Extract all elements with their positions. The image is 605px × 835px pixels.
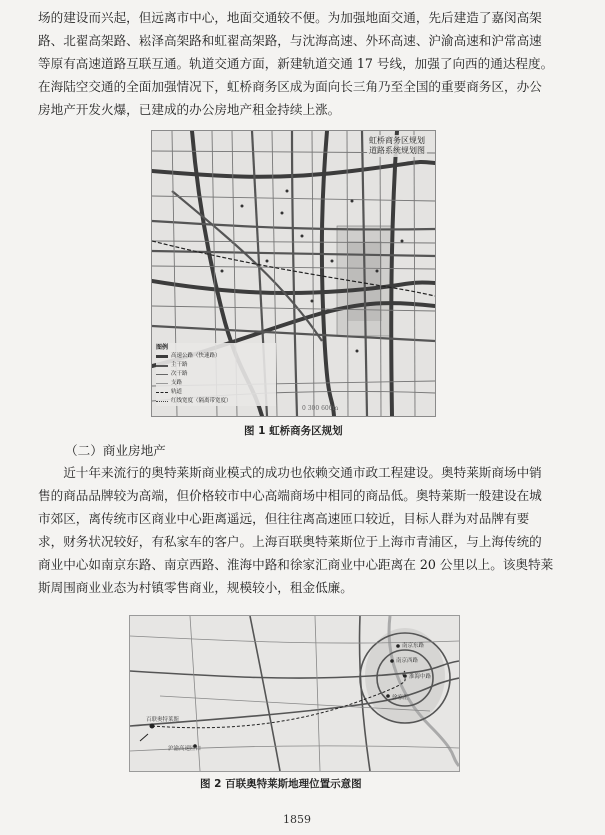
legend-swatch [156,392,168,393]
figure-hongqiao-map [151,130,436,417]
legend-label: 轨道 [171,389,183,395]
section-heading: （二）商业房地产 [65,443,166,458]
city-label-2: 南京西路 [396,658,419,664]
legend-label: 红线宽度（隔离带宽度） [171,398,232,404]
legend-item [156,379,276,388]
legend-swatch [156,365,168,367]
legend-label: 高速公路（快速路） [171,353,221,359]
map-scale: 0 300 600m [302,405,339,412]
city-label-1: 南京东路 [402,643,425,649]
page-number: 1859 [283,813,311,826]
map-legend [156,343,276,406]
city-label-4: 徐家汇 [392,695,409,701]
text-line: 在海陆空交通的全面加强情况下，虹桥商务区成为面向长三角乃至全国的重要商务区，办公 [38,79,542,94]
text-line: 房地产开发火爆，已建成的办公房地产租金持续上涨。 [38,102,341,117]
text-line: 斯周围商业业态为村镇零售商业，规模较小，租金低廉。 [38,580,353,595]
text-line: 近十年来流行的奥特莱斯商业模式的成功也依赖交通市政工程建设。奥特莱斯商场中销 [38,465,542,480]
text-line: 求，财务状况较好，有私家车的客户。上海百联奥特莱斯位于上海市青浦区，与上海传统的 [38,534,542,549]
outlet-label: 百联奥特莱斯 [146,717,180,723]
legend-title: 图例 [156,344,169,351]
figure-outlet-location-map [129,615,460,772]
map-title-line: 虹桥商务区规划 [369,136,425,145]
legend-item [156,352,276,361]
legend-item [156,361,276,370]
figure1-caption: 图 1 虹桥商务区规划 [244,425,343,437]
map-title-line: 道路系统规划图 [369,146,425,155]
paragraph-transport [38,6,568,121]
text-line: 场的建设而兴起，但远离市中心，地面交通较不便。为加强地面交通，先后建造了嘉闵高架 [38,10,542,25]
legend-label: 支路 [171,380,183,386]
legend-label: 次干路 [171,371,188,377]
text-line: 售的商品品牌较为高端，但价格较市中心高端商场中相同的商品低。奥特莱斯一般建设在城 [38,488,542,503]
expressway-exit-label: 沪渝高速匝口 [168,746,202,752]
text-line: 路、北翟高架路、崧泽高架路和虹翟高架路，与沈海高速、外环高速、沪渝高速和沪常高速 [38,33,542,48]
text-line: 等原有高速道路互联互通。轨道交通方面，新建轨道交通 17 号线，加强了向西的通达程度。 [38,56,554,71]
paragraph-commercial [38,461,568,599]
legend-swatch [156,374,168,375]
text-line: 商业中心如南京东路、南京西路、淮海中路和徐家汇商业中心距离在 20 公里以上。该奥特莱 [38,557,554,572]
legend-item [156,397,276,406]
map-title [367,135,427,157]
legend-label: 主干路 [171,362,188,368]
legend-swatch [156,401,168,402]
legend-swatch [156,383,168,384]
legend-swatch [156,355,168,358]
legend-item [156,388,276,397]
text-line: 市郊区，离传统市区商业中心距离遥远，但往往离高速匝口较近，目标人群为对品牌有要 [38,511,530,526]
figure2-caption: 图 2 百联奥特莱斯地理位置示意图 [200,778,362,790]
city-label-3: 淮海中路 [409,674,432,680]
legend-item [156,370,276,379]
